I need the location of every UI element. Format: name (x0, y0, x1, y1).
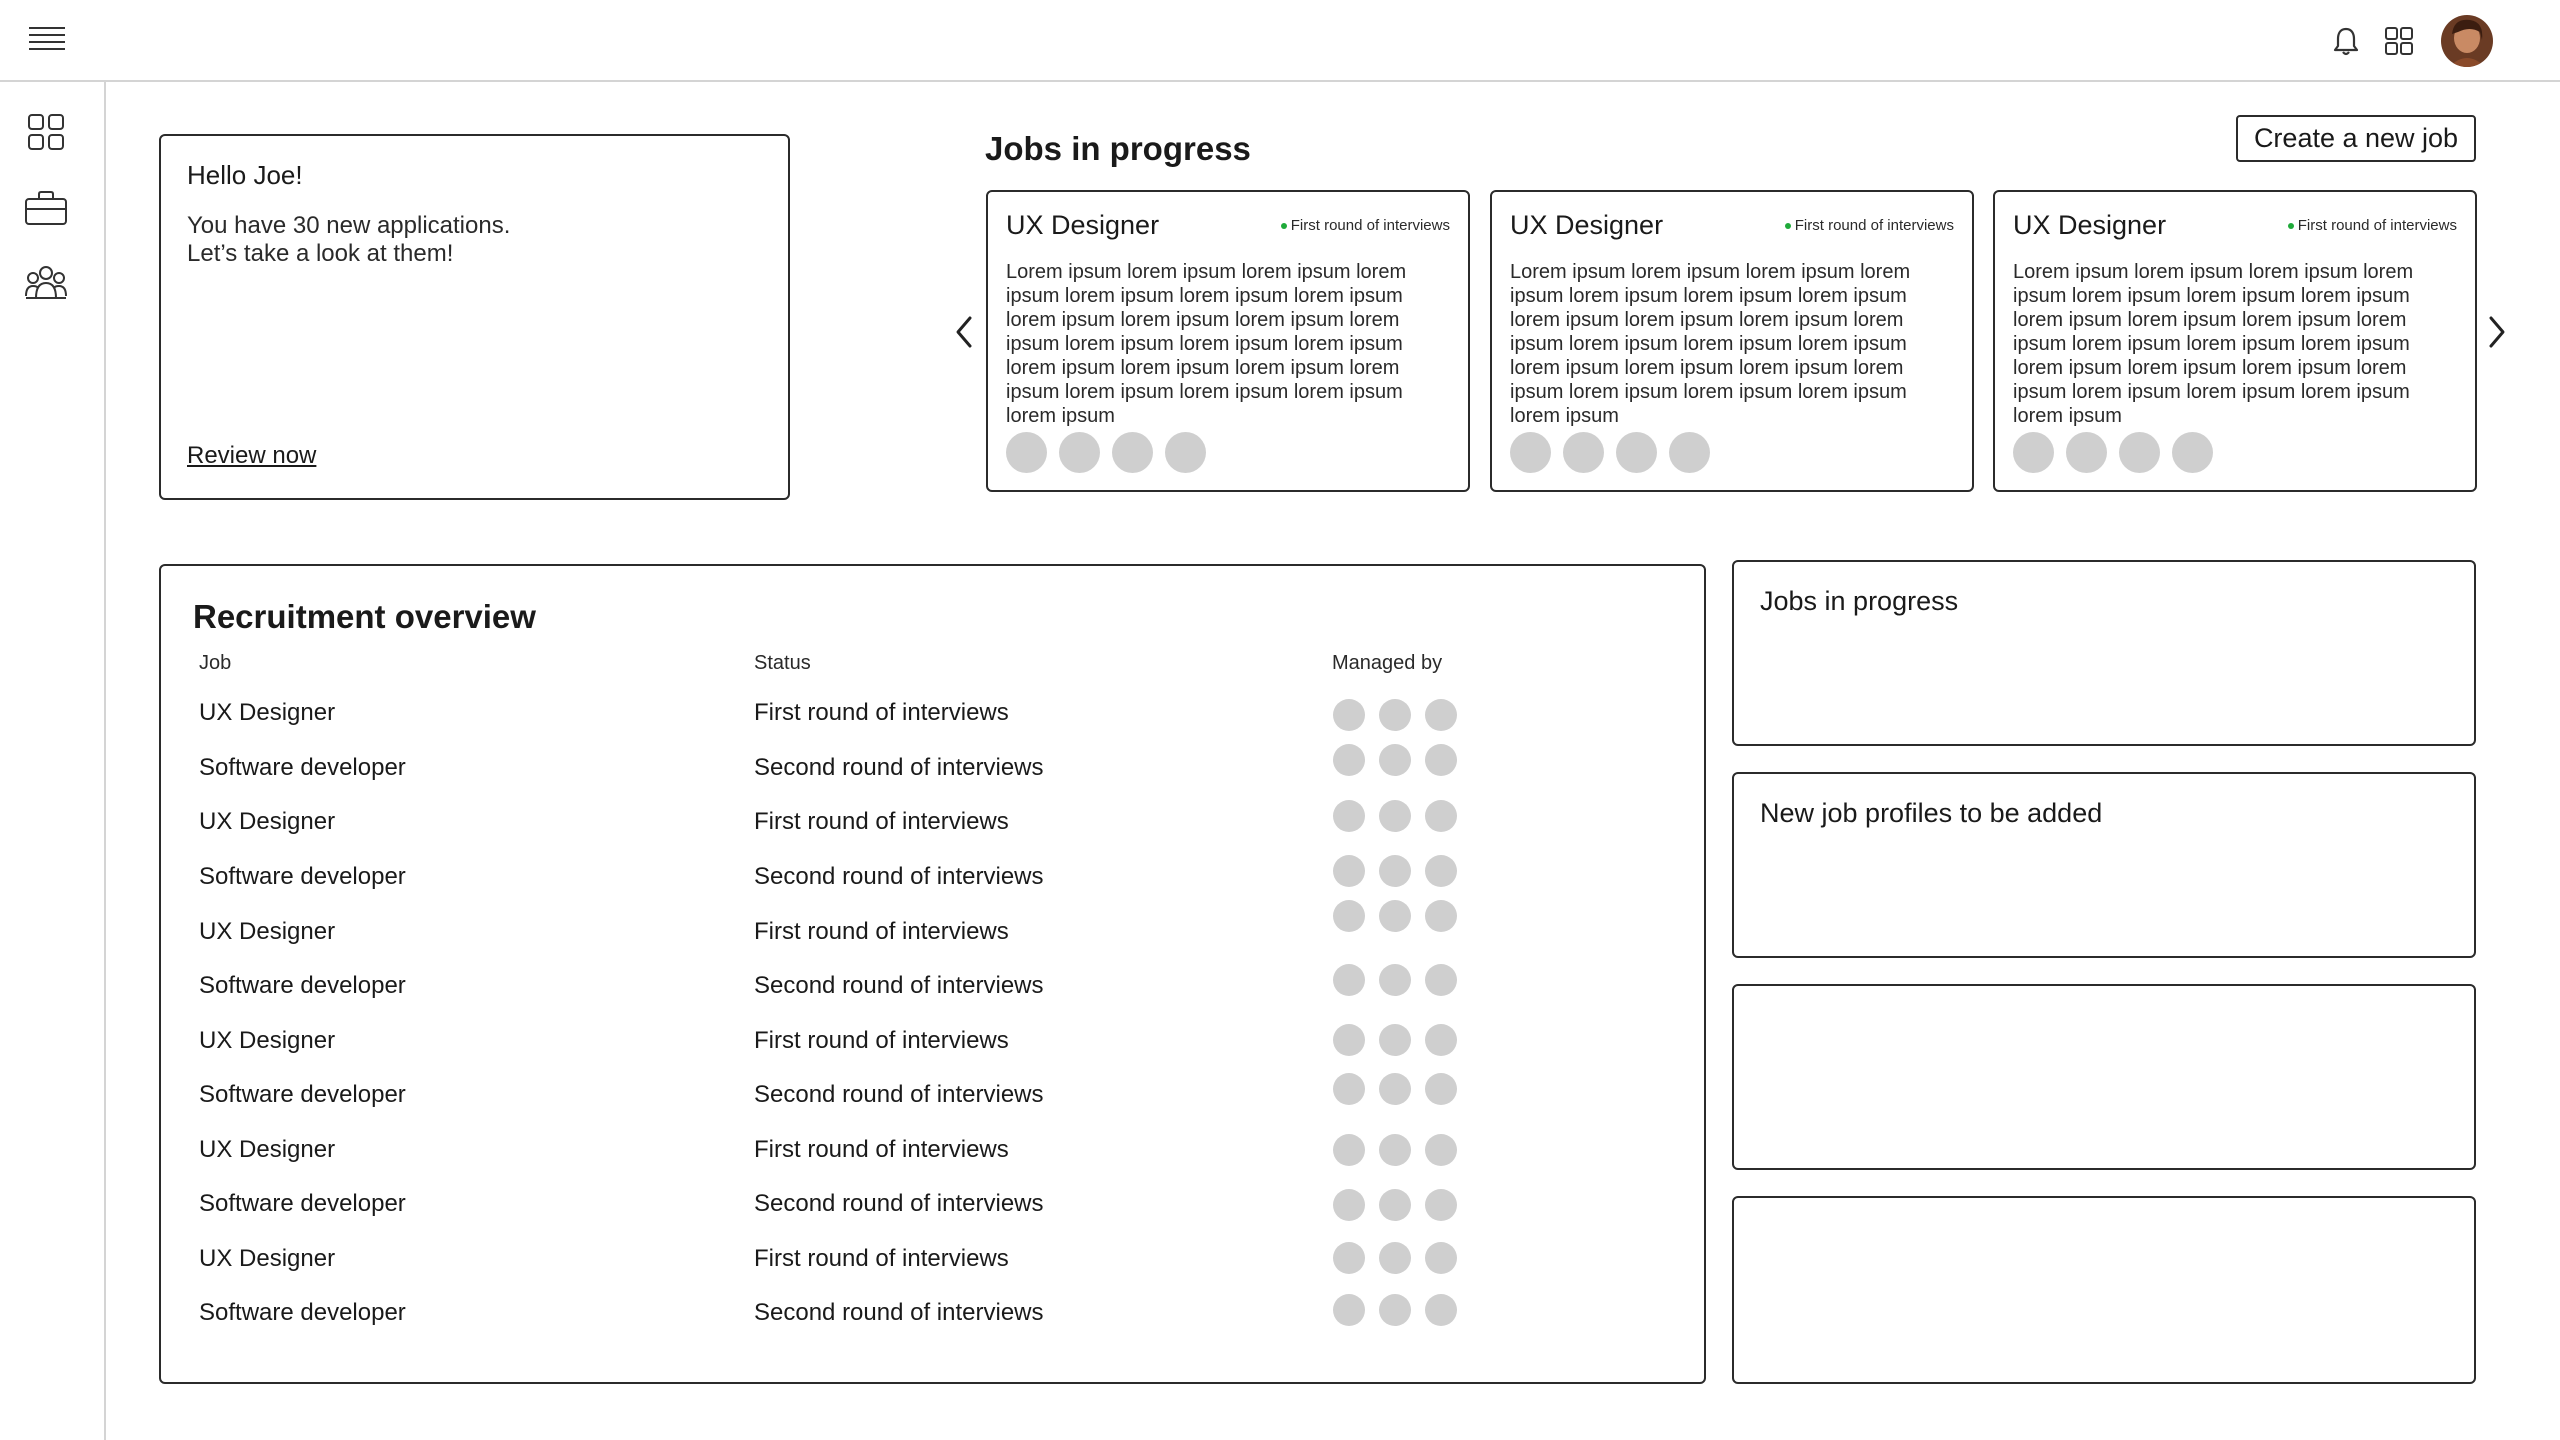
avatar (1379, 1134, 1411, 1166)
job-card-description: Lorem ipsum lorem ipsum lorem ipsum lorem ipsum lorem ipsum lorem ipsum lorem ipsum lorem ipsum lorem ipsum lorem ipsum lorem ipsum lorem ipsum lorem ipsum lorem ipsum lorem ipsum lorem ipsum lorem ipsum lorem ipsum lorem ipsum lorem ipsum lorem ipsum lorem ipsum (1510, 261, 1911, 427)
avatar (1379, 800, 1411, 832)
avatar (1379, 1189, 1411, 1221)
avatar (1333, 1242, 1365, 1274)
table-cell-job: UX Designer (199, 1245, 336, 1272)
avatar (1379, 900, 1411, 932)
sidebar (0, 82, 106, 1440)
side-panel-empty[interactable] (1732, 984, 2476, 1170)
avatar (1333, 800, 1365, 832)
avatar (1563, 432, 1604, 473)
managed-by-avatars (1333, 800, 1457, 832)
column-header-job: Job (199, 652, 232, 674)
column-header-managed-by: Managed by (1332, 652, 1443, 674)
job-card-avatars (1510, 432, 1710, 473)
avatar (1333, 900, 1365, 932)
avatar (1333, 699, 1365, 731)
job-card-status (1281, 217, 1450, 234)
avatar (1425, 1242, 1457, 1274)
table-cell-job: Software developer (199, 863, 406, 890)
table-row[interactable] (161, 699, 1704, 733)
people-icon[interactable] (24, 262, 68, 302)
avatar (1333, 1189, 1365, 1221)
avatar (2119, 432, 2160, 473)
table-cell-status: First round of interviews (754, 1136, 1009, 1163)
job-card-title: UX Designer (1006, 210, 1160, 240)
avatar (1425, 1294, 1457, 1326)
avatar (1425, 964, 1457, 996)
table-cell-job: Software developer (199, 1190, 406, 1217)
avatar (1425, 1134, 1457, 1166)
table-cell-status: First round of interviews (754, 808, 1009, 835)
managed-by-avatars (1333, 1189, 1457, 1221)
review-now-link[interactable]: Review now (187, 442, 317, 469)
table-cell-job: UX Designer (199, 699, 336, 726)
avatar (1379, 1242, 1411, 1274)
avatar (1425, 800, 1457, 832)
avatar (1379, 1073, 1411, 1105)
table-cell-status: First round of interviews (754, 918, 1009, 945)
table-row[interactable] (161, 863, 1704, 897)
avatar (1333, 1073, 1365, 1105)
table-row[interactable] (161, 918, 1704, 952)
side-panel-new-job-profiles[interactable] (1732, 772, 2476, 958)
avatar (1425, 1073, 1457, 1105)
managed-by-avatars (1333, 1134, 1457, 1166)
carousel-next-icon[interactable] (2477, 307, 2517, 357)
job-card-avatars (1006, 432, 1206, 473)
table-row[interactable] (161, 1136, 1704, 1170)
user-avatar[interactable] (2440, 14, 2494, 68)
avatar (1425, 1024, 1457, 1056)
avatar (1006, 432, 1047, 473)
table-cell-job: Software developer (199, 1299, 406, 1326)
table-row[interactable] (161, 1190, 1704, 1224)
table-cell-job: UX Designer (199, 808, 336, 835)
job-card-status-label: First round of interviews (1794, 217, 1954, 234)
job-card-status (2288, 217, 2457, 234)
managed-by-avatars (1333, 1294, 1457, 1326)
avatar (2066, 432, 2107, 473)
jobs-in-progress-title: Jobs in progress (985, 130, 1251, 167)
avatar (1510, 432, 1551, 473)
table-cell-job: UX Designer (199, 1136, 336, 1163)
table-row[interactable] (161, 1245, 1704, 1279)
table-cell-status: Second round of interviews (754, 1190, 1044, 1217)
avatar (1379, 1294, 1411, 1326)
avatar (2013, 432, 2054, 473)
status-dot-icon (1785, 223, 1791, 229)
job-card[interactable] (986, 190, 1470, 492)
greeting-card (159, 134, 790, 500)
job-card-description: Lorem ipsum lorem ipsum lorem ipsum lorem ipsum lorem ipsum lorem ipsum lorem ipsum lorem ipsum lorem ipsum lorem ipsum lorem ipsum lorem ipsum lorem ipsum lorem ipsum lorem ipsum lorem ipsum lorem ipsum lorem ipsum lorem ipsum lorem ipsum lorem ipsum lorem ipsum (1006, 261, 1407, 427)
create-new-job-button[interactable]: Create a new job (2236, 115, 2476, 162)
carousel-prev-icon[interactable] (944, 307, 984, 357)
side-panel-empty[interactable] (1732, 1196, 2476, 1384)
managed-by-avatars (1333, 1073, 1457, 1105)
avatar (1333, 855, 1365, 887)
side-panel-title: Jobs in progress (1760, 586, 1959, 616)
job-card-description: Lorem ipsum lorem ipsum lorem ipsum lorem ipsum lorem ipsum lorem ipsum lorem ipsum lorem ipsum lorem ipsum lorem ipsum lorem ipsum lorem ipsum lorem ipsum lorem ipsum lorem ipsum lorem ipsum lorem ipsum lorem ipsum lorem ipsum lorem ipsum lorem ipsum lorem ipsum (2013, 261, 2414, 427)
avatar (1379, 1024, 1411, 1056)
side-panel-title: New job profiles to be added (1760, 798, 2103, 828)
table-cell-job: Software developer (199, 972, 406, 999)
job-card-avatars (2013, 432, 2213, 473)
avatar (1333, 744, 1365, 776)
job-card-status-label: First round of interviews (2297, 217, 2457, 234)
bell-icon[interactable] (2330, 24, 2362, 58)
managed-by-avatars (1333, 744, 1457, 776)
table-row[interactable] (161, 1299, 1704, 1333)
avatar (1059, 432, 1100, 473)
job-card-status (1785, 217, 1954, 234)
avatar (1333, 1134, 1365, 1166)
table-row[interactable] (161, 1027, 1704, 1061)
job-card[interactable] (1993, 190, 2477, 492)
table-cell-job: Software developer (199, 1081, 406, 1108)
job-card-title: UX Designer (2013, 210, 2167, 240)
greeting-message: You have 30 new applications. Let’s take a look at them! (187, 212, 511, 267)
avatar (2172, 432, 2213, 473)
table-cell-status: Second round of interviews (754, 863, 1044, 890)
avatar (1333, 1294, 1365, 1326)
managed-by-avatars (1333, 964, 1457, 996)
avatar (1165, 432, 1206, 473)
recruitment-overview-title: Recruitment overview (193, 598, 536, 635)
table-cell-status: Second round of interviews (754, 754, 1044, 781)
side-panel-jobs-in-progress[interactable] (1732, 560, 2476, 746)
table-cell-status: First round of interviews (754, 1245, 1009, 1272)
table-cell-status: First round of interviews (754, 1027, 1009, 1054)
managed-by-avatars (1333, 900, 1457, 932)
hamburger-menu-icon[interactable] (26, 22, 68, 56)
table-row[interactable] (161, 754, 1704, 788)
job-card[interactable] (1490, 190, 1974, 492)
table-cell-status: Second round of interviews (754, 1081, 1044, 1108)
greeting-title: Hello Joe! (187, 160, 303, 190)
briefcase-icon[interactable] (24, 188, 68, 228)
managed-by-avatars (1333, 699, 1457, 731)
top-bar (0, 0, 2560, 82)
grid-icon[interactable] (26, 112, 66, 152)
table-cell-job: UX Designer (199, 918, 336, 945)
avatar (1379, 744, 1411, 776)
job-card-status-label: First round of interviews (1290, 217, 1450, 234)
avatar (1425, 1189, 1457, 1221)
avatar (1425, 855, 1457, 887)
avatar (1669, 432, 1710, 473)
table-cell-status: First round of interviews (754, 699, 1009, 726)
avatar (1425, 744, 1457, 776)
table-cell-job: UX Designer (199, 1027, 336, 1054)
avatar (1379, 964, 1411, 996)
status-dot-icon (1281, 223, 1287, 229)
job-card-title: UX Designer (1510, 210, 1664, 240)
avatar (1379, 699, 1411, 731)
table-row[interactable] (161, 972, 1704, 1006)
managed-by-avatars (1333, 855, 1457, 887)
table-cell-job: Software developer (199, 754, 406, 781)
apps-grid-icon[interactable] (2382, 24, 2416, 58)
status-dot-icon (2288, 223, 2294, 229)
managed-by-avatars (1333, 1242, 1457, 1274)
table-row[interactable] (161, 1081, 1704, 1115)
table-row[interactable] (161, 808, 1704, 842)
avatar (1616, 432, 1657, 473)
recruitment-overview-panel (159, 564, 1706, 1384)
column-header-status: Status (754, 652, 811, 674)
managed-by-avatars (1333, 1024, 1457, 1056)
avatar (1333, 964, 1365, 996)
table-cell-status: Second round of interviews (754, 1299, 1044, 1326)
table-cell-status: Second round of interviews (754, 972, 1044, 999)
avatar (1333, 1024, 1365, 1056)
avatar (1425, 900, 1457, 932)
avatar (1379, 855, 1411, 887)
avatar (1425, 699, 1457, 731)
avatar (1112, 432, 1153, 473)
